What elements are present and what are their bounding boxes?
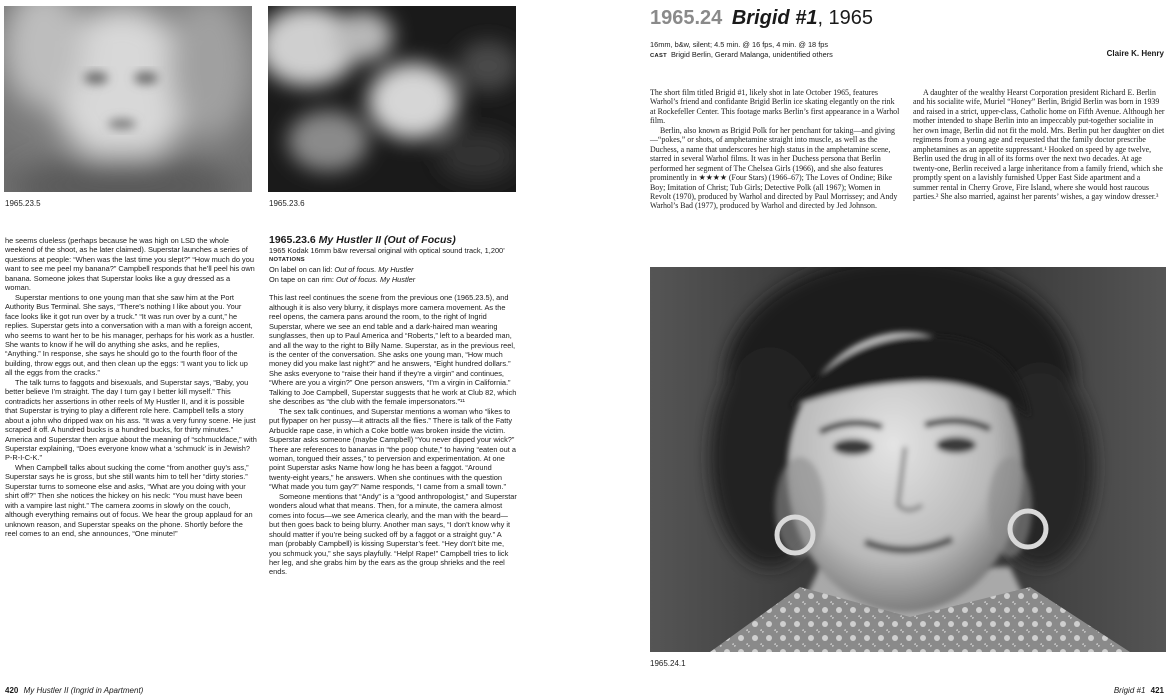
- still-caption-1: 1965.23.5: [5, 199, 41, 208]
- body-paragraph: Someone mentions that “Andy” is a “good anthropologist,” and Superstar wonders aloud what that means. Then, for a minute, the camera almost comes into focus—we see America clearly, and the man with the beard—but then goes back to being blurry. Another man says, “I don’t know why it should matter if you’re being sucked off by a faggot or a straight guy.” A man (probably Campbell) is kissing Superstar’s feet. “Hey don’t bite me, you schmuck you,” she says playfully. “Help! Rape!” Campbell tries to lick her leg, and she grabs him by the ears as the group shrieks and the reel ends.: [269, 491, 517, 577]
- entry-title: Brigid #1: [731, 7, 818, 29]
- page-number: 421: [1150, 686, 1164, 695]
- body-paragraph: Berlin, also known as Brigid Polk for her penchant for taking—and giving—“pokes,” or shots, of amphetamine straight into muscle, as well as the Duchess, a name that underscores her high status in the amphetamine scene, starred in several Warhol films. It was in her Duchess persona that Berlin performed her segment of The Chelsea Girls (1966), and she also features prominently in ★★★★ (Four Stars) (1966–67); The Loves of Ondine; Bike Boy; Imitation of Christ; Tub Girls; Detective Polk (all 1967); Women in Revolt (1970), produced by Warhol and directed by Paul Morrissey; and Andy Warhol’s Bad (1977), produced by Warhol and directed by Jed Johnson.: [650, 125, 898, 211]
- film-still-image: [268, 6, 516, 192]
- entry-film-spec: 16mm, b&w, silent; 4.5 min. @ 16 fps, 4 min. @ 18 fps: [650, 40, 829, 49]
- right-folio: [1114, 686, 1164, 695]
- left-page-column-2: [269, 236, 517, 577]
- body-paragraph: A daughter of the wealthy Hearst Corporation president Richard E. Berlin and his socialite wife, Muriel “Honey” Berlin, Brigid Berlin was born in 1939 and raised in a strict, upper-class, Catholic home on Fifth Avenue. Although her mother intended to shape Berlin into an impeccably put-together socialite in her own image, Berlin did not fit the mold. Mrs. Berlin put her daughter on diet regimens from a young age and requested that the family doctor prescribe amphetamines as an appetite suppressant.¹ Hooked on speed by age twelve, Berlin used the drug in all of its forms over the next two decades. At age twenty-one, Berlin received a large inheritance from a family friend, which she promptly spent on a lavishly furnished Upper East Side apartment and a summer rental in Cherry Grove, Fire Island, where she would host raucous parties.² She also married, against her parents’ wishes, a gay window dresser.³: [913, 88, 1165, 201]
- film-spec: 1965 Kodak 16mm b&w reversal original with optical sound track, 1,200’: [269, 246, 505, 256]
- cast-label: CAST: [650, 53, 667, 59]
- body-paragraph: The short film titled Brigid #1, likely shot in late October 1965, features Warhol’s friend and confidante Brigid Berlin ice skating elegantly on the rink at Rockefeller Center. This footage marks Berlin’s first appearance in a Warhol film.: [650, 88, 900, 126]
- body-paragraph: Superstar mentions to one young man that she saw him at the Port Authority Bus Terminal. She says, “There’s nothing I like about you. Your face looks like it got run over by a truck.” “It was run over by a cunt,” he replies. Superstar gets into a conversation with a man with a foreign accent, who seems to want her to be his manager, perhaps for his work as a hustler. She wants to know if he will do anything she asks, and he replies, “Anything.” In response, she says he should go to the fourth floor of the building, throw eggs out, and then clean up the eggs: “I want you to lick up all the eggs from the cracks.”: [5, 292, 255, 378]
- entry-heading: [650, 6, 873, 30]
- section-heading: [269, 236, 517, 245]
- body-paragraph: The talk turns to faggots and bisexuals, and Superstar says, “Baby, you better believe I’m straight. The day I turn gay I better kill myself.” This contradicts her assertions in other reels of My Hustler II, and it is possible that Superstar is trying to play a different role here. Campbell tells a story about a john who dripped wax on his ass. “It was a very funny scene. He just scraped it off. A hundred bucks is a hundred bucks, for thirty minutes.” America and Superstar then argue about the meaning of “schmuckface,” with Superstar explaining, “Does everyone know what a ‘schmuck’ is in Jewish? P-R-I-C-K.”: [5, 377, 257, 463]
- body-paragraph: The sex talk continues, and Superstar mentions a woman who “likes to put flypaper on her pussy—it attracts all the flies.” There is talk of the Fatty Arbuckle rape case, in which a Coke bottle was broken inside the victim. Superstar asks someone (maybe Campbell) “You never dipped your wick?” There are references to bananas in “the poop chute,” to having “eaten out a woman, tongued their asses,” to perversion and experimentation. At one point Superstar asks Name how long he has been a faggot. “Around twenty-eight years,” he answers. When she continues with the question “What made you turn gay?” Name responds, “I came from a small town.”: [269, 406, 516, 492]
- notation-prefix: On label on can lid:: [269, 265, 333, 275]
- left-folio: [5, 686, 143, 695]
- notation-value: Out of focus. My Hustler: [334, 265, 414, 275]
- page-number: 420: [5, 686, 19, 695]
- notation-line-1: [269, 265, 517, 274]
- running-head: Brigid #1: [1113, 686, 1146, 695]
- section-title: My Hustler II (Out of Focus): [318, 234, 456, 246]
- body-paragraph: he seems clueless (perhaps because he was high on LSD the whole weekend of the shoot, as he later claimed). Superstar launches a series of questions at people: “When was the last time you slept?” “How much do you want to see me peel my banana?” Campbell responds that he’ll peel his own banana. Someone jokes that Superstar looks like a guy dressed as a woman.: [5, 236, 255, 293]
- notation-line-2: [269, 275, 517, 284]
- right-page-column-1: [650, 88, 902, 211]
- cast-names: Brigid Berlin, Gerard Malanga, unidentified others: [670, 50, 833, 59]
- entry-year: , 1965: [817, 7, 874, 29]
- right-page-column-2: [913, 88, 1165, 201]
- notation-value: Out of focus. My Hustler: [335, 274, 416, 284]
- portrait-image: [650, 267, 1166, 652]
- body-paragraph: When Campbell talks about sucking the come “from another guy’s ass,” Superstar says he is gross, but she still wants him to tell her “dirty stories.” Superstar turns to someone else and asks, “What are you doing with your shirt off?” Then she notices the hickey on his neck: “You must have been with a vampire last night.” The camera zooms in slowly on the couch, although everything remains out of focus. We hear the group applaud for an unknown reason, and Superstar speaks on the phone. Shortly before the reel comes to an end, she announces, “One minute!”: [5, 462, 253, 539]
- film-still-1965-23-5: [4, 6, 252, 192]
- body-paragraph: This last reel continues the scene from the previous one (1965.23.5), and although it is also very blurry, it displays more camera movement. As the reel opens, the camera pans around the room, to the right of Ingrid Superstar, where we see an end table and a dark-haired man wearing sunglasses, then up to Paul America and “Roberts,” left to a bearded man, and all the way to the right to Billy Name. Superstar, as in the previous reel, is the center of the conversation. She asks one young man, “How much money did you make last night?” and he answers, “Eight hundred dollars.” She asks everyone to “raise their hand if they’re a virgin” and continues, “Where are you a virgin?” One person answers, “I’m a virgin in California.” Talking to Joe Campbell, Superstar suggests that he work at Club 82, which she describes as “the club with the female impersonators.”¹¹: [269, 293, 517, 407]
- left-page-column-1: [5, 236, 257, 539]
- notations-label: NOTATIONS: [269, 256, 305, 263]
- portrait-caption: 1965.24.1: [650, 659, 686, 668]
- entry-author: Claire K. Henry: [1106, 49, 1164, 58]
- section-number: 1965.23.6: [269, 234, 316, 246]
- film-still-image: [4, 6, 252, 192]
- portrait-photo-1965-24-1: [650, 267, 1166, 652]
- still-caption-2: 1965.23.6: [269, 199, 305, 208]
- entry-number: 1965.24: [650, 7, 723, 29]
- entry-cast-line: [650, 50, 833, 59]
- running-head: My Hustler II (Ingrid in Apartment): [23, 686, 144, 695]
- film-still-1965-23-6: [268, 6, 516, 192]
- notation-prefix: On tape on can rim:: [269, 274, 334, 284]
